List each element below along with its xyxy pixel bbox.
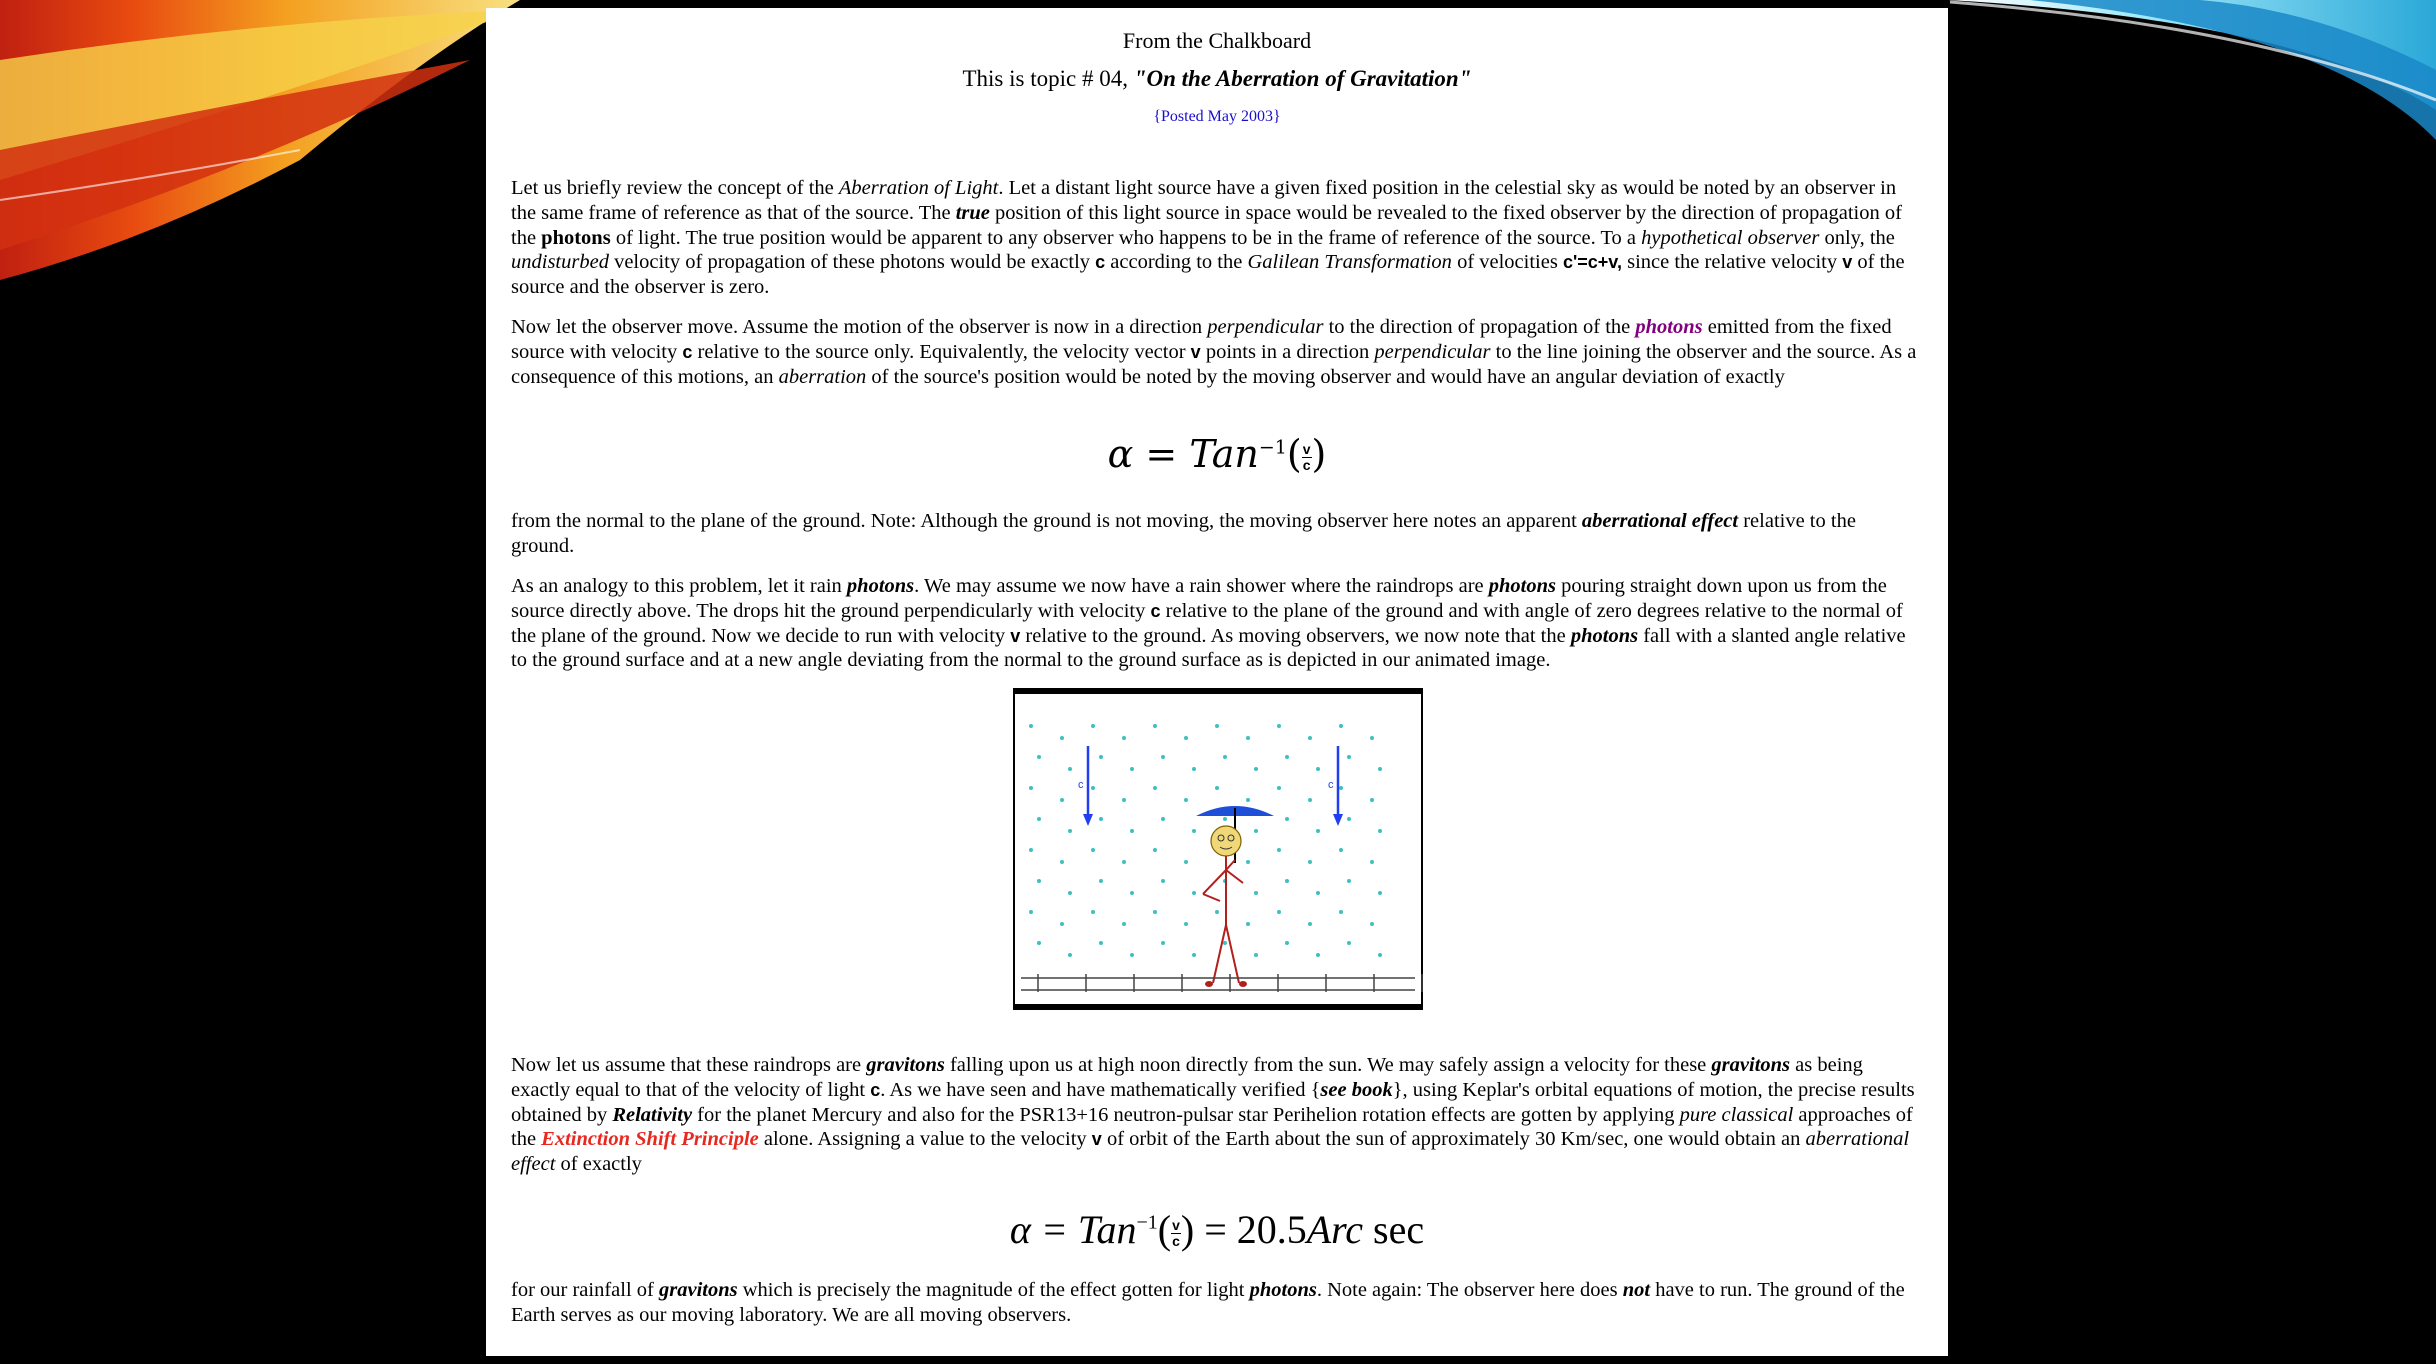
raindrop	[1254, 767, 1258, 771]
emphasis: Galilean Transformation	[1247, 251, 1452, 274]
raindrop	[1339, 848, 1343, 852]
raindrop	[1215, 786, 1219, 790]
emphasis: aberration	[778, 365, 867, 388]
text: approaches of the	[511, 1103, 1913, 1151]
eq-fraction	[1302, 442, 1312, 473]
emphasis: hypothetical observer	[1641, 226, 1820, 249]
text: . Let a distant light source have a given fixed position in the celestial sky as would be noted by an observer in the same frame of reference as that of the source. The	[511, 177, 1897, 224]
text: of velocities	[1451, 251, 1563, 274]
raindrop	[1060, 922, 1064, 926]
raindrop	[1153, 724, 1157, 728]
text: of light. The true position would be apparent to any observer who happens to be in the frame of reference of the source. To a	[610, 226, 1642, 249]
raindrop	[1277, 724, 1281, 728]
emphasis: not	[1622, 1279, 1651, 1301]
raindrop	[1277, 910, 1281, 914]
raindrop	[1184, 736, 1188, 740]
raindrop	[1037, 879, 1041, 883]
text: for the planet Mercury and also for the PSR13+16 neutron-pulsar star Perihelion rotation effects are gotten by applying	[692, 1103, 1680, 1126]
text: Now let us assume that these raindrops are	[511, 1054, 867, 1076]
text: As an analogy to this problem, let it rain	[511, 575, 847, 597]
raindrop	[1347, 755, 1351, 759]
raindrop	[1192, 891, 1196, 895]
raindrop	[1316, 891, 1320, 895]
topic-line	[486, 66, 1948, 92]
raindrop	[1037, 817, 1041, 821]
animation-bottom-bar	[1013, 1004, 1423, 1010]
emphasis: photons	[541, 226, 611, 249]
paragraph-5	[511, 1053, 1923, 1177]
raindrop	[1091, 910, 1095, 914]
text: alone. Assigning a value to the velocity	[758, 1128, 1092, 1151]
raindrop	[1339, 786, 1343, 790]
raindrop	[1122, 798, 1126, 802]
raindrop	[1378, 767, 1382, 771]
raindrop	[1184, 922, 1188, 926]
text: relative to the ground. As moving observers, we now note that the	[1020, 624, 1571, 647]
text: of exactly	[555, 1153, 642, 1176]
raindrop	[1192, 953, 1196, 957]
raindrop	[1068, 953, 1072, 957]
raindrop	[1184, 798, 1188, 802]
equation-2	[486, 1206, 1948, 1253]
raindrop	[1130, 891, 1134, 895]
eq-arc: Arc	[1306, 1207, 1364, 1252]
topic-prefix: This is topic # 04,	[962, 66, 1128, 91]
raindrop	[1122, 736, 1126, 740]
raindrop	[1378, 953, 1382, 957]
see-book-link[interactable]: see book	[1320, 1078, 1393, 1101]
text: only, the	[1819, 226, 1895, 249]
raindrop	[1254, 829, 1258, 833]
raindrop	[1037, 755, 1041, 759]
raindrop	[1378, 829, 1382, 833]
paragraph-6	[511, 1278, 1923, 1328]
eq-paren: )	[1311, 432, 1327, 476]
text: relative to the source only. Equivalently, the velocity vector	[692, 340, 1191, 363]
raindrop	[1370, 860, 1374, 864]
symbol-c: c	[1150, 600, 1161, 621]
topic-title: "On the Aberration of Gravitation"	[1133, 66, 1472, 91]
photons-link[interactable]: photons	[1635, 316, 1703, 338]
raindrop	[1029, 848, 1033, 852]
text: for our rainfall of	[511, 1279, 659, 1301]
eq-fraction	[1171, 1218, 1181, 1249]
text: of orbit of the Earth about the sun of approximately 30 Km/sec, one would obtain an	[1101, 1128, 1806, 1151]
raindrop	[1161, 755, 1165, 759]
symbol-v: v	[1842, 252, 1853, 273]
formula: c'=c+v,	[1562, 252, 1622, 273]
raindrop	[1277, 786, 1281, 790]
raindrop	[1029, 910, 1033, 914]
raindrop	[1339, 910, 1343, 914]
text: since the relative velocity	[1621, 251, 1843, 274]
raindrop	[1378, 891, 1382, 895]
emphasis: Aberration of Light	[838, 177, 999, 199]
text: }, using Keplar's orbital equations of motion, the precise results obtained by	[511, 1078, 1915, 1126]
eq-lhs: α = Tan	[1009, 1207, 1137, 1252]
eq-exponent: −1	[1136, 1211, 1158, 1234]
arrow-right-label: c	[1328, 779, 1334, 791]
raindrop	[1192, 767, 1196, 771]
text: velocity of propagation of these photons would be exactly	[608, 251, 1096, 274]
raindrop	[1316, 767, 1320, 771]
emphasis: photons	[1249, 1279, 1317, 1301]
raindrop	[1308, 922, 1312, 926]
eq-denominator: c	[1172, 1233, 1180, 1250]
raindrop	[1153, 910, 1157, 914]
raindrop	[1037, 941, 1041, 945]
text: relative to the plane of the ground and with angle of zero degrees relative to the normal of the plane of the ground. Now we decide to run with velocity	[511, 599, 1903, 647]
paragraph-2	[511, 315, 1923, 389]
raindrop	[1246, 798, 1250, 802]
eq-paren: (	[1157, 1207, 1172, 1252]
eq-value: = 20.5	[1194, 1207, 1307, 1252]
posted-date: {Posted May 2003}	[1153, 108, 1281, 125]
text: . As we have seen and have mathematically verified {	[880, 1078, 1321, 1101]
text: of the source and the observer is zero.	[511, 251, 1905, 299]
raindrop	[1029, 724, 1033, 728]
raindrop	[1316, 829, 1320, 833]
raindrop	[1347, 879, 1351, 883]
symbol-c: c	[682, 341, 693, 362]
emphasis: photons	[1488, 575, 1557, 597]
emphasis: gravitons	[866, 1054, 945, 1076]
text: have to run. The ground of the Earth serves as our moving laboratory. We are all moving observers.	[511, 1279, 1905, 1326]
text: from the normal to the plane of the ground. Note: Although the ground is not moving, the moving observer here notes an apparent	[511, 510, 1582, 532]
emphasis: undisturbed	[511, 251, 609, 274]
raindrop	[1339, 724, 1343, 728]
raindrop	[1153, 786, 1157, 790]
raindrop	[1254, 953, 1258, 957]
raindrop	[1246, 922, 1250, 926]
raindrop	[1099, 941, 1103, 945]
raindrop	[1215, 724, 1219, 728]
emphasis: true	[955, 201, 990, 224]
raindrop	[1130, 767, 1134, 771]
text: to the line joining the observer and the source. As a consequence of this motions, an	[511, 340, 1917, 388]
text: falling upon us at high noon directly from the sun. We may safely assign a velocity for these	[944, 1054, 1712, 1076]
paragraph-4	[511, 574, 1923, 673]
raindrop	[1130, 829, 1134, 833]
raindrop	[1285, 755, 1289, 759]
raindrop	[1068, 829, 1072, 833]
emphasis: perpendicular	[1207, 316, 1324, 338]
raindrop	[1099, 755, 1103, 759]
symbol-c: c	[1095, 252, 1106, 273]
text: emitted from the fixed source with velocity	[511, 316, 1892, 363]
raindrop	[1029, 786, 1033, 790]
raindrop	[1316, 953, 1320, 957]
raindrop	[1060, 860, 1064, 864]
raindrop	[1153, 848, 1157, 852]
raindrop	[1285, 879, 1289, 883]
emphasis: perpendicular	[1374, 340, 1491, 363]
raindrop	[1246, 736, 1250, 740]
emphasis: aberrational effect	[1581, 510, 1739, 532]
eq-numerator: v	[1302, 441, 1311, 457]
eq-lhs: α = Tan	[1107, 432, 1259, 476]
raindrop	[1308, 736, 1312, 740]
eq-numerator: v	[1172, 1217, 1180, 1234]
raindrop	[1091, 848, 1095, 852]
raindrop	[1347, 817, 1351, 821]
raindrop	[1161, 879, 1165, 883]
raindrop	[1091, 724, 1095, 728]
site-title: From the Chalkboard	[1122, 28, 1312, 53]
raindrop	[1215, 910, 1219, 914]
text: . We may assume we now have a rain shower where the raindrops are	[914, 575, 1489, 597]
text: of the source's position would be noted by the moving observer and would have an angular deviation of exactly	[866, 365, 1785, 388]
emphasis: pure classical	[1679, 1103, 1794, 1126]
raindrop	[1347, 941, 1351, 945]
raindrop	[1122, 860, 1126, 864]
emphasis: photons	[846, 575, 915, 597]
animation-top-bar	[1013, 688, 1423, 694]
rain-animation	[1013, 688, 1423, 1010]
raindrop	[1246, 860, 1250, 864]
raindrop	[1099, 879, 1103, 883]
emphasis: photons	[1570, 624, 1639, 647]
text: as being exactly equal to that of the velocity of light	[511, 1054, 1863, 1101]
raindrop	[1091, 786, 1095, 790]
raindrop	[1308, 860, 1312, 864]
eq-sec: sec	[1363, 1207, 1425, 1252]
text: to the direction of propagation of the	[1323, 316, 1636, 338]
text: Now let the observer move. Assume the motion of the observer is now in a direction	[511, 316, 1208, 338]
emphasis: Relativity	[612, 1103, 693, 1126]
emphasis: gravitons	[659, 1279, 738, 1301]
symbol-v: v	[1091, 1129, 1102, 1150]
equation-1	[486, 432, 1948, 476]
raindrop	[1099, 817, 1103, 821]
text: relative to the ground.	[511, 510, 1856, 557]
document-page	[486, 8, 1948, 1356]
raindrop	[1254, 891, 1258, 895]
raindrop	[1184, 860, 1188, 864]
eq-paren: (	[1286, 432, 1302, 476]
raindrop	[1223, 755, 1227, 759]
emphasis: gravitons	[1711, 1054, 1791, 1076]
extinction-shift-link[interactable]: Extinction Shift Principle	[541, 1128, 759, 1151]
text: points in a direction	[1200, 340, 1375, 363]
symbol-v: v	[1190, 341, 1201, 362]
raindrop	[1068, 891, 1072, 895]
eq-denominator: c	[1302, 457, 1311, 473]
raindrop	[1308, 798, 1312, 802]
raindrop	[1060, 798, 1064, 802]
paragraph-1	[511, 176, 1923, 300]
raindrop	[1370, 922, 1374, 926]
raindrop	[1285, 941, 1289, 945]
raindrop	[1223, 817, 1227, 821]
raindrop	[1161, 941, 1165, 945]
raindrop	[1161, 817, 1165, 821]
text: which is precisely the magnitude of the effect gotten for light	[737, 1279, 1250, 1301]
raindrop	[1370, 798, 1374, 802]
raindrop	[1122, 922, 1126, 926]
text: according to the	[1105, 251, 1248, 274]
raindrop	[1223, 941, 1227, 945]
raindrop	[1370, 736, 1374, 740]
raindrop	[1277, 848, 1281, 852]
text: . Note again: The observer here does	[1316, 1279, 1623, 1301]
symbol-c: c	[870, 1079, 881, 1100]
text: position of this light source in space would be revealed to the fixed observer by the direction of propagation of the	[511, 201, 1902, 249]
raindrop	[1068, 767, 1072, 771]
text: fall with a slanted angle relative to the ground surface and at a new angle deviating from the normal to the ground surface as is depicted in our animated image.	[511, 624, 1906, 672]
paragraph-3	[511, 509, 1923, 559]
emphasis: aberrational effect	[511, 1128, 1910, 1176]
text: pouring straight down upon us from the source directly above. The drops hit the ground perpendicularly with velocity	[511, 575, 1887, 622]
text: Let us briefly review the concept of the	[511, 177, 839, 199]
eq-paren: )	[1180, 1207, 1195, 1252]
raindrop	[1192, 829, 1196, 833]
raindrop	[1285, 817, 1289, 821]
raindrop	[1130, 953, 1134, 957]
raindrop	[1060, 736, 1064, 740]
arrow-left-label: c	[1078, 779, 1084, 791]
eq-exponent: −1	[1258, 436, 1287, 459]
symbol-v: v	[1010, 625, 1021, 646]
